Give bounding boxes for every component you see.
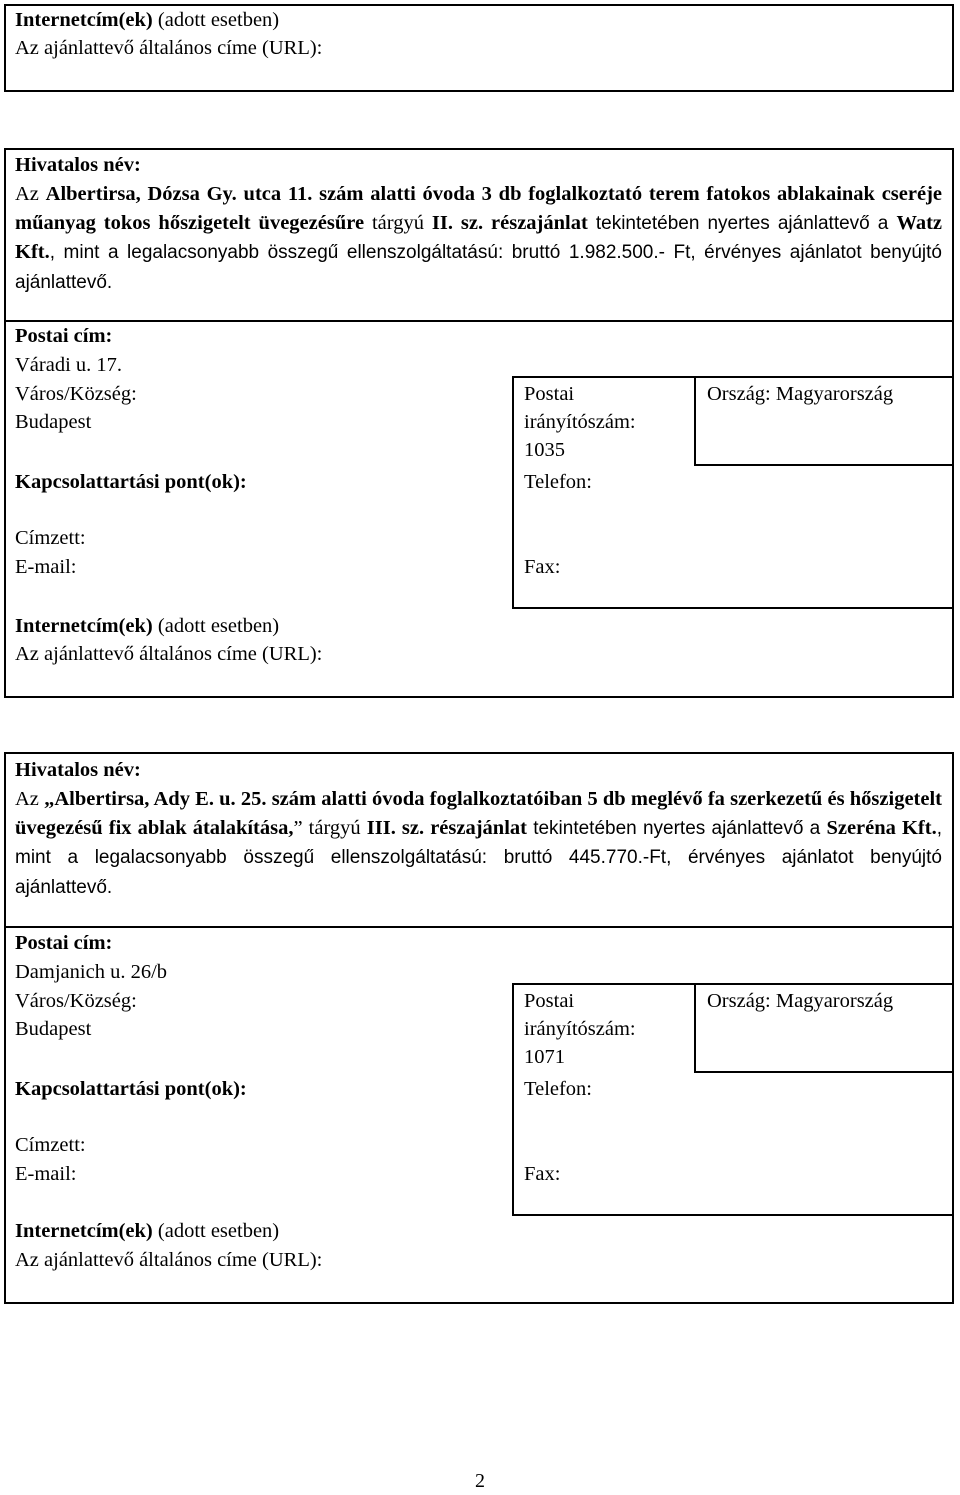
email-label: E-mail: — [15, 1163, 77, 1185]
internet-label: Internetcím(ek) — [15, 1220, 153, 1242]
postal-address: Váradi u. 17. — [15, 354, 123, 376]
postal-code-value: 1071 — [524, 1046, 565, 1068]
internet-suffix: (adott esetben) — [152, 1220, 280, 1242]
text-run: Az — [15, 788, 45, 810]
winner-name: Watz Kft. — [15, 211, 942, 263]
addressee-label: Címzett: — [15, 527, 86, 549]
city-value: Budapest — [15, 1018, 92, 1040]
internet-address-line — [15, 6, 279, 34]
text-run: ” tárgyú — [293, 816, 367, 839]
postal-code-label: irányítószám: — [524, 1018, 636, 1040]
country-value: Ország: Magyarország — [707, 990, 894, 1012]
page-number: 2 — [475, 1470, 485, 1492]
postal-code-value: 1035 — [524, 439, 565, 461]
grid-line — [512, 983, 514, 1216]
winner-name: Szeréna Kft. — [826, 816, 937, 839]
text-run: tárgyú — [364, 211, 432, 234]
phone-label: Telefon: — [524, 471, 593, 493]
url-label: Az ajánlattevő általános címe (URL): — [15, 643, 323, 665]
url-label: Az ajánlattevő általános címe (URL): — [15, 37, 323, 59]
project-title: Albertirsa, Dózsa Gy. utca 11. szám alatti óvoda 3 db foglalkoztató terem fatokos ablakainak cseréje műanyag tokos hőszigetelt üvegezésűre — [15, 183, 942, 234]
grid-line — [512, 607, 954, 609]
contact-points-label: Kapcsolattartási pont(ok): — [15, 471, 247, 493]
grid-line — [512, 983, 954, 985]
official-name-label: Hivatalos név: — [15, 759, 141, 781]
postal-code-label: Postai — [524, 383, 575, 405]
internet-suffix: (adott esetben) — [152, 615, 280, 637]
internet-address-line — [15, 1217, 279, 1245]
postal-code-label: irányítószám: — [524, 411, 636, 433]
text-run: tekintetében nyertes ajánlattevő a — [526, 817, 827, 839]
postal-code-label: Postai — [524, 990, 575, 1012]
lot-number: II. sz. részajánlat — [431, 211, 588, 234]
project-title: „Albertirsa, Ady E. u. 25. szám alatti óvoda foglalkoztatóiban 5 db meglévő fa szerkezetű és hőszigetelt üvegezésű fix ablak átalakítása, — [15, 788, 942, 839]
email-label: E-mail: — [15, 556, 77, 578]
grid-line — [694, 1071, 954, 1073]
grid-line — [694, 464, 954, 466]
grid-line — [512, 376, 954, 378]
country-value: Ország: Magyarország — [707, 383, 894, 405]
grid-line — [694, 376, 696, 466]
internet-label: Internetcím(ek) — [15, 615, 153, 637]
postal-address: Damjanich u. 26/b — [15, 961, 168, 983]
lot-number: III. sz. részajánlat — [366, 816, 527, 839]
city-value: Budapest — [15, 411, 92, 433]
fax-label: Fax: — [524, 1163, 561, 1185]
addressee-label: Címzett: — [15, 1134, 86, 1156]
official-name-paragraph — [15, 180, 942, 297]
internet-label: Internetcím(ek) — [15, 9, 153, 31]
internet-address-line — [15, 612, 279, 640]
official-name-label: Hivatalos név: — [15, 154, 141, 176]
grid-line — [512, 1214, 954, 1216]
text-run: , mint a legalacsonyabb összegű ellenszolgáltatású: bruttó 1.982.500.- Ft, érvényes ajánlatot benyújtó ajánlattevő. — [15, 242, 942, 293]
contact-points-label: Kapcsolattartási pont(ok): — [15, 1078, 247, 1100]
text-run: tekintetében nyertes ajánlattevő a — [587, 212, 897, 234]
official-name-paragraph — [15, 785, 942, 902]
grid-line — [694, 983, 696, 1073]
postal-address-label: Postai cím: — [15, 325, 113, 347]
city-label: Város/Község: — [15, 383, 137, 405]
city-label: Város/Község: — [15, 990, 137, 1012]
grid-line — [512, 376, 514, 609]
fax-label: Fax: — [524, 556, 561, 578]
text-run: , mint a legalacsonyabb összegű ellenszolgáltatású: bruttó 445.770.-Ft, érvényes ajánlatot benyújtó ajánlattevő. — [15, 817, 942, 898]
internet-suffix: (adott esetben) — [152, 9, 280, 31]
url-label: Az ajánlattevő általános címe (URL): — [15, 1249, 323, 1271]
phone-label: Telefon: — [524, 1078, 593, 1100]
postal-address-label: Postai cím: — [15, 932, 113, 954]
text-run: Az — [15, 183, 46, 205]
